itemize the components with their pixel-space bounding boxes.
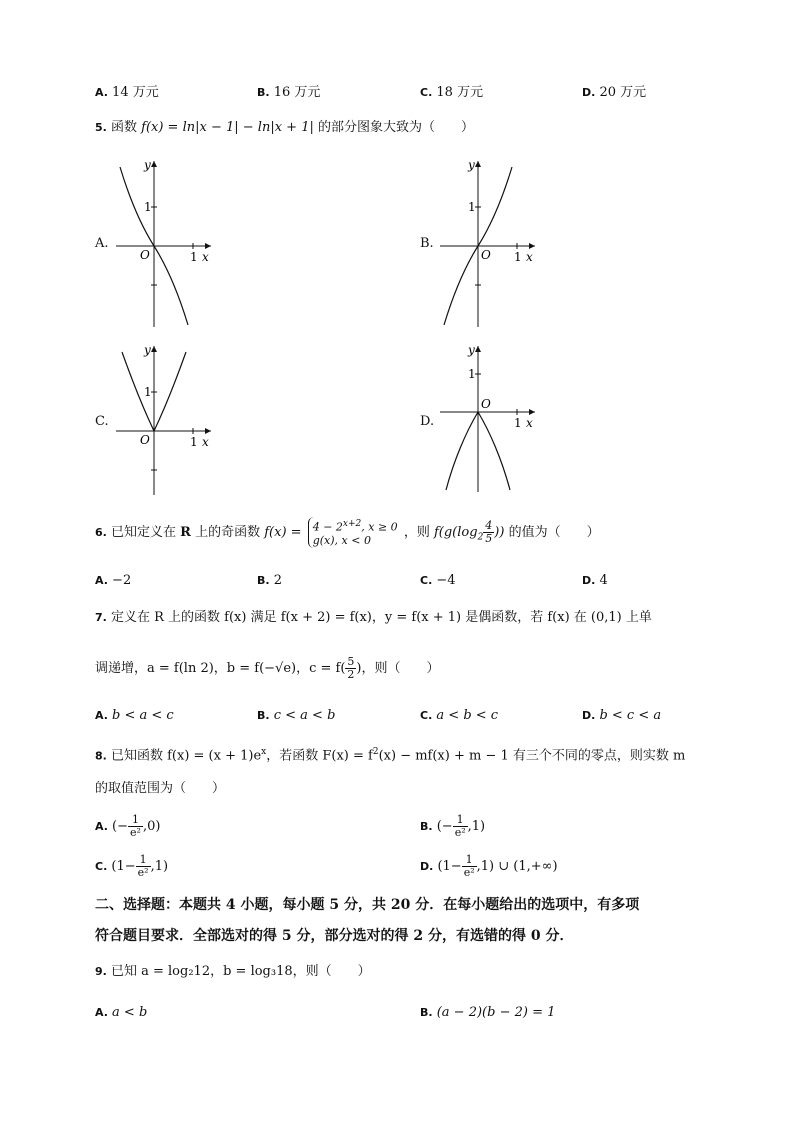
q5-graph-c[interactable] <box>108 340 218 500</box>
option-text: a < b < c <box>436 708 499 723</box>
question-number: 6. <box>95 526 107 539</box>
fraction <box>483 520 494 545</box>
option-text: (a − 2)(b − 2) = 1 <box>436 1005 556 1020</box>
piecewise-case-1 <box>313 517 398 535</box>
case1-base: 4 − 2 <box>312 520 343 534</box>
option-label: A. <box>95 820 108 833</box>
q6-fx: f(x) = <box>264 525 302 540</box>
q6-option-d[interactable] <box>582 572 608 590</box>
q5-graph-a[interactable] <box>108 155 218 330</box>
q6-stem <box>95 514 600 557</box>
denominator: e² <box>130 826 141 839</box>
option-label: C. <box>420 86 433 99</box>
option-label: B. <box>420 820 433 833</box>
q8-option-c[interactable] <box>95 852 168 882</box>
option-post: ,0) <box>142 819 161 834</box>
option-text: 20 万元 <box>599 85 647 100</box>
q8-option-d[interactable] <box>420 852 558 882</box>
option-pre: (− <box>436 819 453 834</box>
option-label: D. <box>582 709 596 722</box>
q5-prefix: 函数 <box>110 120 137 135</box>
fraction <box>136 854 151 879</box>
q6-suffix: 的值为（ ） <box>508 525 600 540</box>
option-label: D. <box>582 86 596 99</box>
question-number: 8. <box>95 749 107 763</box>
option-label: C. <box>420 574 433 587</box>
y-tick-label: 1 <box>144 200 152 214</box>
section-heading-line2: 符合题目要求．全部选对的得 5 分，部分选对的得 2 分，有选错的得 0 分． <box>95 928 574 944</box>
y-label: y <box>144 343 151 357</box>
q5-graph-label-c[interactable]: C. <box>95 414 109 429</box>
origin-label: O <box>140 433 150 447</box>
numerator: 1 <box>136 854 151 867</box>
option-label: B. <box>257 86 270 99</box>
piecewise-case-2: g(x), x < 0 <box>312 534 371 548</box>
denominator: e² <box>454 826 466 839</box>
q6-set: R <box>180 525 191 540</box>
q8-line1-post: (x) − mf(x) + m − 1 有三个不同的零点，则实数 m <box>378 748 686 764</box>
q4-option-d[interactable] <box>582 84 646 102</box>
q8-line1-mid: ，若函数 F(x) = f <box>266 748 373 764</box>
denominator: e² <box>137 866 149 879</box>
question-number: 9. <box>95 965 107 978</box>
q8-exp2: 2 <box>372 747 379 757</box>
numerator: 5 <box>347 655 355 668</box>
q6-middle: 上的奇函数 <box>195 525 261 540</box>
q9-option-b[interactable] <box>420 1004 555 1022</box>
denominator: 2 <box>347 668 355 681</box>
option-label: B. <box>420 1006 433 1019</box>
option-text: −2 <box>112 573 132 588</box>
section-heading-line1: 二、选择题：本题共 4 小题，每小题 5 分，共 20 分．在每小题给出的选项中，有多项 <box>95 897 640 913</box>
origin-label: O <box>481 248 491 262</box>
q5-graph-label-d[interactable]: D. <box>420 414 435 429</box>
q4-option-a[interactable] <box>95 84 159 102</box>
option-text: −4 <box>436 573 456 588</box>
numerator: 1 <box>128 814 143 827</box>
option-text: 2 <box>273 573 282 588</box>
option-text: 14 万元 <box>112 85 159 100</box>
question-number: 5. <box>95 121 107 134</box>
log-base: 2 <box>477 532 484 543</box>
q6-then: ，则 <box>403 525 430 540</box>
piecewise-brace <box>308 517 398 549</box>
case1-cond: , x ≥ 0 <box>361 520 398 534</box>
q5-graph-b[interactable] <box>432 155 542 330</box>
q5-graph-d[interactable] <box>432 340 542 495</box>
option-pre: (1− <box>437 859 462 874</box>
option-label: C. <box>95 860 108 873</box>
expr-post: )) <box>494 525 505 540</box>
option-label: C. <box>420 709 433 722</box>
option-post: ,1) <box>150 859 169 874</box>
q7-line1: 定义在 R 上的函数 f(x) 满足 f(x + 2) = f(x)，y = f(x + 1) 是偶函数，若 f(x) 在 (0,1) 上单 <box>110 610 652 625</box>
option-text: 16 万元 <box>273 85 321 100</box>
y-tick-label: 1 <box>468 367 476 381</box>
q8-stem-line2: 的取值范围为（ ） <box>95 781 226 796</box>
q8-exp: x <box>261 747 267 757</box>
q7-option-d[interactable] <box>582 707 661 725</box>
y-label: y <box>144 158 151 172</box>
x-tick-label: 1 <box>514 250 522 264</box>
option-label: B. <box>257 709 270 722</box>
option-label: A. <box>95 574 108 587</box>
y-label: y <box>468 343 475 357</box>
fraction <box>345 656 356 681</box>
q8-line1-pre: 已知函数 f(x) = (x + 1)e <box>110 748 262 764</box>
q8-stem-line1 <box>95 743 685 765</box>
numerator: 4 <box>485 519 493 532</box>
option-label: A. <box>95 709 108 722</box>
x-label: x <box>526 416 533 430</box>
origin-label: O <box>140 248 150 262</box>
origin-label: O <box>481 397 491 411</box>
q6-prefix: 已知定义在 <box>110 525 176 540</box>
option-text: b < a < c <box>112 708 174 723</box>
y-tick-label: 1 <box>468 200 476 214</box>
q5-graph-label-a[interactable]: A. <box>95 236 109 251</box>
y-tick-label: 1 <box>144 385 152 399</box>
q6-option-b[interactable] <box>257 572 282 590</box>
numerator: 1 <box>453 814 468 827</box>
x-label: x <box>202 250 209 264</box>
x-label: x <box>526 250 533 264</box>
option-pre: (1− <box>111 859 136 874</box>
case1-exp: x+2 <box>342 518 362 529</box>
fraction <box>462 854 477 879</box>
q7-stem-line2 <box>95 654 440 684</box>
option-text: a < b <box>112 1005 148 1020</box>
option-label: B. <box>257 574 270 587</box>
q6-option-c[interactable] <box>420 572 456 590</box>
y-label: y <box>468 158 475 172</box>
q9-stem <box>95 963 371 981</box>
denominator: 5 <box>485 532 493 545</box>
q9-text: 已知 a = log₂12，b = log₃18，则（ ） <box>110 964 371 979</box>
option-text: 4 <box>599 573 608 588</box>
q7-option-b[interactable] <box>257 707 335 725</box>
q8-option-a[interactable] <box>95 812 160 842</box>
q5-stem <box>95 119 474 137</box>
expr-pre: f(g(log <box>433 525 478 540</box>
q9-option-a[interactable] <box>95 1004 147 1022</box>
q7-line2-pre: 调递增，a = f(ln 2)，b = f(−√e)，c = f( <box>95 661 346 676</box>
fraction <box>453 814 468 839</box>
x-tick-label: 1 <box>190 250 198 264</box>
q5-formula: f(x) = ln|x − 1| − ln|x + 1| <box>141 120 314 135</box>
numerator: 1 <box>462 854 477 867</box>
q7-line2-post: )，则（ ） <box>356 661 440 676</box>
option-pre: (− <box>112 819 129 834</box>
q8-option-b[interactable] <box>420 812 485 842</box>
denominator: e² <box>463 866 475 879</box>
q6-option-a[interactable] <box>95 572 131 590</box>
option-text: c < a < b <box>273 708 336 723</box>
option-text: b < c < a <box>599 708 662 723</box>
question-number: 7. <box>95 611 107 624</box>
q7-option-a[interactable] <box>95 707 174 725</box>
q5-suffix: 的部分图象大致为（ ） <box>317 120 474 135</box>
q7-stem-line1 <box>95 609 652 627</box>
option-text: 18 万元 <box>436 85 484 100</box>
x-label: x <box>202 435 209 449</box>
q6-expr <box>433 519 505 545</box>
option-label: A. <box>95 1006 108 1019</box>
x-tick-label: 1 <box>514 416 522 430</box>
q5-graph-label-b[interactable]: B. <box>420 236 434 251</box>
option-label: D. <box>420 860 434 873</box>
option-post: ,1) <box>467 819 486 834</box>
option-post: ,1) ∪ (1,+∞) <box>476 859 558 874</box>
option-label: D. <box>582 574 596 587</box>
fraction <box>128 814 143 839</box>
option-label: A. <box>95 86 108 99</box>
x-tick-label: 1 <box>190 435 198 449</box>
q4-option-b[interactable] <box>257 84 320 102</box>
q4-option-c[interactable] <box>420 84 483 102</box>
q7-option-c[interactable] <box>420 707 498 725</box>
